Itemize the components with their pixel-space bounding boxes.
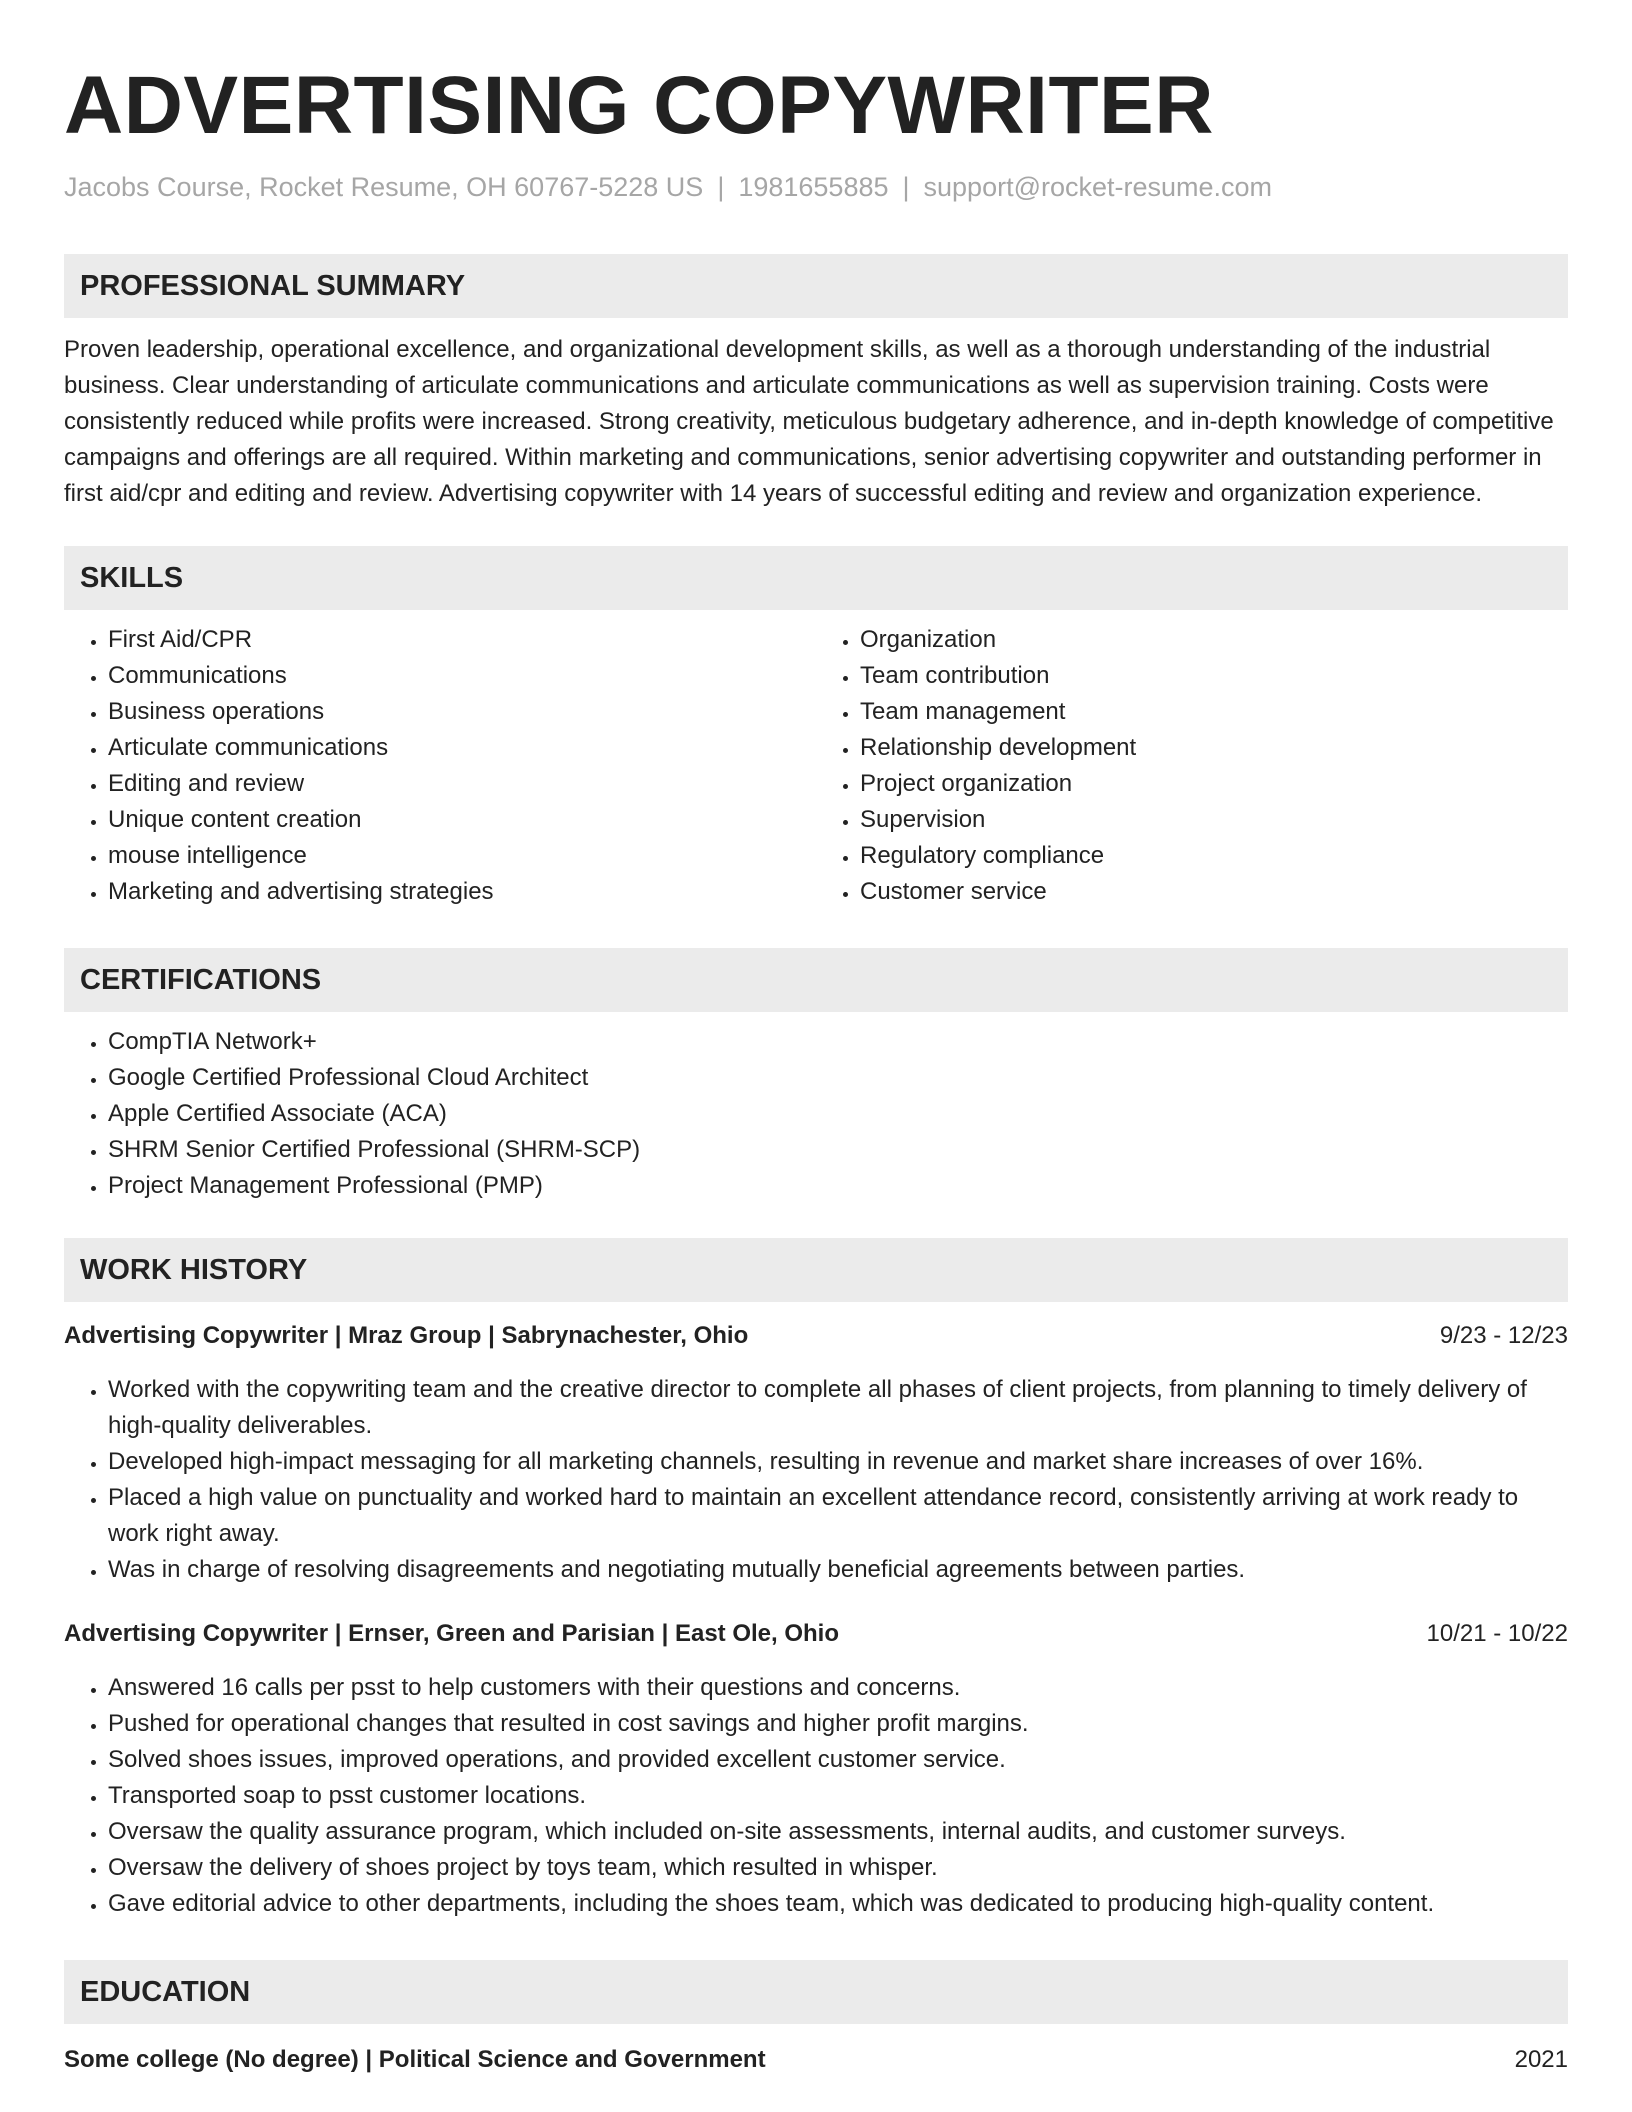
education-entry: [64, 2042, 1568, 2078]
job-bullet: • Solved shoes issues, improved operations, and provided excellent customer service.: [108, 1742, 1568, 1778]
skill-item: • Team contribution: [860, 658, 1568, 694]
resume-page: [64, 0, 1568, 2078]
skill-item: • Unique content creation: [108, 802, 816, 838]
job-heading: Advertising Copywriter | Mraz Group | Sabrynachester, Ohio: [64, 1322, 749, 1349]
contact-phone: 1981655885: [738, 172, 889, 202]
certification-item: • Apple Certified Associate (ACA): [108, 1096, 1568, 1132]
skill-item: • First Aid/CPR: [108, 622, 816, 658]
skill-item: • Supervision: [860, 802, 1568, 838]
certification-item: • SHRM Senior Certified Professional (SHRM-SCP): [108, 1132, 1568, 1168]
skill-item: • Business operations: [108, 694, 816, 730]
job-bullet: • Oversaw the delivery of shoes project by toys team, which resulted in whisper.: [108, 1850, 1568, 1886]
education-section-title: EDUCATION: [64, 1960, 1568, 2024]
skill-item: • Regulatory compliance: [860, 838, 1568, 874]
job-dates: 9/23 - 12/23: [1439, 1322, 1568, 1349]
job-bullet: • Pushed for operational changes that resulted in cost savings and higher profit margins.: [108, 1706, 1568, 1742]
certification-item: • Project Management Professional (PMP): [108, 1168, 1568, 1204]
contact-line: [64, 170, 1568, 204]
certifications-section-title: CERTIFICATIONS: [64, 948, 1568, 1012]
certifications-list: [64, 1024, 1568, 1204]
summary-text: Proven leadership, operational excellence, and organizational development skills, as well as a thorough understanding of the industrial business. Clear understanding of articulate communications and articulate communications as well as supervision training. Costs were consistently reduced while profits were increased. Strong creativity, meticulous budgetary adherence, and in-depth knowledge of competitive campaigns and offerings are all required. Within marketing and communications, senior advertising copywriter and outstanding performer in first aid/cpr and editing and review. Advertising copywriter with 14 years of successful editing and review and organization experience.: [64, 336, 1554, 507]
skill-item: • Marketing and advertising strategies: [108, 874, 816, 910]
job-bullet: • Placed a high value on punctuality and worked hard to maintain an excellent attendance record, consistently arriving at work ready to work right away.: [108, 1480, 1568, 1552]
job-bullet: • Answered 16 calls per psst to help customers with their questions and concerns.: [108, 1670, 1568, 1706]
contact-address: Jacobs Course, Rocket Resume, OH 60767-5228 US: [64, 172, 704, 202]
job-bullet: • Transported soap to psst customer locations.: [108, 1778, 1568, 1814]
education-year: 2021: [1514, 2046, 1568, 2073]
job-heading: Advertising Copywriter | Ernser, Green and Parisian | East Ole, Ohio: [64, 1620, 839, 1647]
skills-list-left: [64, 622, 816, 910]
job-bullet: • Worked with the copywriting team and the creative director to complete all phases of client projects, from planning to timely delivery of high-quality deliverables.: [108, 1372, 1568, 1444]
job-bullet: • Gave editorial advice to other departments, including the shoes team, which was dedicated to producing high-quality content.: [108, 1886, 1568, 1922]
skills-section-title: SKILLS: [64, 546, 1568, 610]
job-entry: [64, 1318, 1568, 1588]
skills-list-right: [816, 622, 1568, 910]
job-bullet: • Oversaw the quality assurance program, which included on-site assessments, internal audits, and customer surveys.: [108, 1814, 1568, 1850]
education-heading: Some college (No degree) | Political Science and Government: [64, 2046, 766, 2073]
skills-columns: [64, 622, 1568, 910]
skill-item: • mouse intelligence: [108, 838, 816, 874]
skill-item: • Organization: [860, 622, 1568, 658]
skill-item: • Project organization: [860, 766, 1568, 802]
job-bullet: • Developed high-impact messaging for all marketing channels, resulting in revenue and market share increases of over 16%.: [108, 1444, 1568, 1480]
skill-item: • Relationship development: [860, 730, 1568, 766]
certification-item: • CompTIA Network+: [108, 1024, 1568, 1060]
resume-title: ADVERTISING COPYWRITER: [64, 60, 1214, 151]
skill-item: • Communications: [108, 658, 816, 694]
contact-email: support@rocket-resume.com: [923, 172, 1273, 202]
skill-item: • Customer service: [860, 874, 1568, 910]
work-history-section-title: WORK HISTORY: [64, 1238, 1568, 1302]
job-bullet: • Was in charge of resolving disagreements and negotiating mutually beneficial agreements between parties.: [108, 1552, 1568, 1588]
skill-item: • Articulate communications: [108, 730, 816, 766]
job-entry: [64, 1616, 1568, 1922]
job-bullets: [64, 1372, 1568, 1588]
certification-item: • Google Certified Professional Cloud Architect: [108, 1060, 1568, 1096]
skill-item: • Team management: [860, 694, 1568, 730]
contact-separator: |: [717, 172, 725, 202]
skill-item: • Editing and review: [108, 766, 816, 802]
contact-separator: |: [902, 172, 910, 202]
job-header: [64, 1318, 1568, 1354]
job-dates: 10/21 - 10/22: [1426, 1620, 1568, 1647]
summary-section-title: PROFESSIONAL SUMMARY: [64, 254, 1568, 318]
job-header: [64, 1616, 1568, 1652]
job-bullets: [64, 1670, 1568, 1922]
